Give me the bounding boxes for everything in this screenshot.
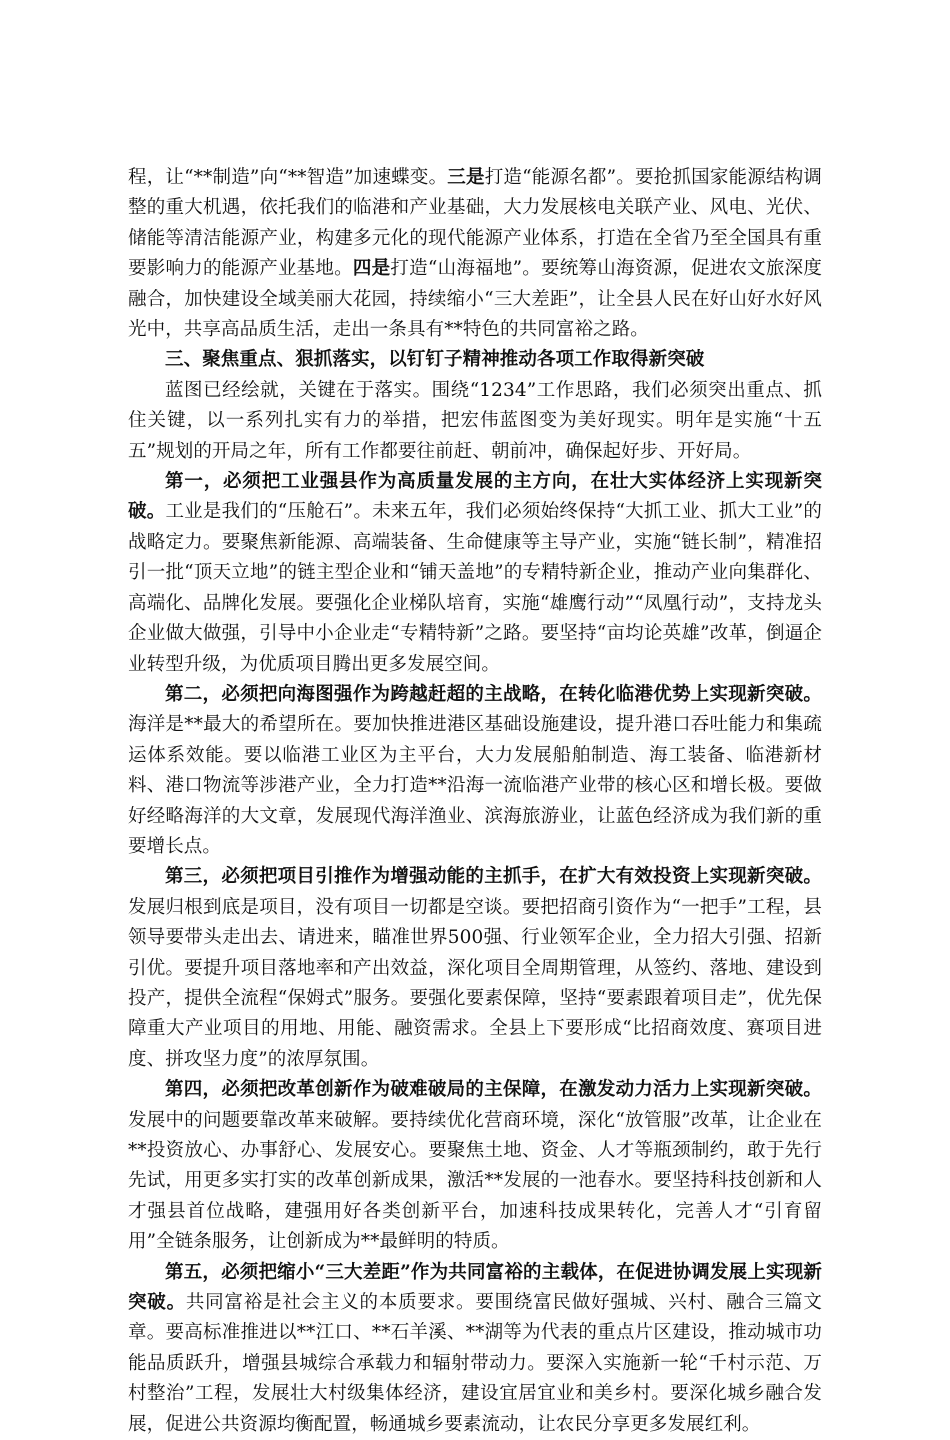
paragraph-continuation: [128, 163, 822, 345]
item-lead: 第三，必须把项目引推作为增强动能的主抓手，在扩大有效投资上实现新突破。: [165, 866, 822, 888]
item-paragraph-2: [128, 680, 822, 862]
bold-lead: 四是: [352, 258, 391, 280]
item-lead: 第四，必须把改革创新作为破难破局的主保障，在激发动力活力上实现新突破。: [165, 1079, 822, 1101]
item-lead: 第一，必须把工业强县作为高质量发展的主方向，在壮大实体经济上实现新突破。: [128, 471, 822, 523]
item-body: 共同富裕是社会主义的本质要求。要围绕富民做好强城、兴村、融合三篇文章。要高标准推进以**江口、**石羊溪、**湖等为代表的重点片区建设，推动城市功能品质跃升，增强县城综合承载力和辐射带动力。要深入实施新一轮“千村示范、万村整治”工程，发展壮大村级集体经济，建设宜居宜业和美乡村。要深化城乡融合发展，促进公共资源均衡配置，畅通城乡要素流动，让农民分享更多发展红利。: [128, 1292, 822, 1435]
item-paragraph-1: [128, 467, 822, 680]
item-body: 工业是我们的“压舱石”。未来五年，我们必须始终保持“大抓工业、抓大工业”的战略定力。要聚焦新能源、高端装备、生命健康等主导产业，实施“链长制”，精准招引一批“顶天立地”的链主型企业和“铺天盖地”的专精特新企业，推动产业向集群化、高端化、品牌化发展。要强化企业梯队培育，实施“雄鹰行动”“凤凰行动”，支持龙头企业做大做强，引导中小企业走“专精特新”之路。要坚持“亩均论英雄”改革，倒逼企业转型升级，为优质项目腾出更多发展空间。: [128, 501, 822, 675]
document-page: [128, 163, 822, 1440]
item-lead: 第五，必须把缩小“三大差距”作为共同富裕的主载体，在促进协调发展上实现新突破。: [128, 1261, 822, 1314]
item-body: 海洋是**最大的希望所在。要加快推进港区基础设施建设，提升港口吞吐能力和集疏运体系效能。要以临港工业区为主平台，大力发展船舶制造、海工装备、临港新材料、港口物流等涉港产业，全力打造**沿海一流临港产业带的核心区和增长极。要做好经略海洋的大文章，发展现代海洋渔业、滨海旅游业，让蓝色经济成为我们新的重要增长点。: [128, 714, 822, 857]
paragraph-text: 打造“山海福地”。要统筹山海资源，促进农文旅深度融合，加快建设全域美丽大花园，持续缩小“三大差距”，让全县人民在好山好水好风光中，共享高品质生活，走出一条具有**特色的共同富裕之路。: [128, 258, 823, 341]
item-body: 发展归根到底是项目，没有项目一切都是空谈。要把招商引资作为“一把手”工程，县领导要带头走出去、请进来，瞄准世界500强、行业领军企业，全力招大引强、招新引优。要提升项目落地率和产出效益，深化项目全周期管理，从签约、落地、建设到投产，提供全流程“保姆式”服务。要强化要素保障，坚持“要素跟着项目走”，优先保障重大产业项目的用地、用能、融资需求。全县上下要形成“比招商效度、赛项目进度、拼攻坚力度”的浓厚氛围。: [128, 896, 822, 1070]
item-paragraph-3: [128, 862, 822, 1075]
section-heading: 三、聚焦重点、狠抓落实，以钉钉子精神推动各项工作取得新突破: [165, 349, 705, 371]
bold-lead: 三是: [447, 167, 485, 188]
item-lead: 第二，必须把向海图强作为跨越赶超的主战略，在转化临港优势上实现新突破。: [165, 683, 822, 705]
item-body: 发展中的问题要靠改革来破解。要持续优化营商环境，深化“放管服”改革，让企业在**投资放心、办事舒心、发展安心。要聚焦土地、资金、人才等瓶颈制约，敢于先行先试，用更多实打实的改革创新成果，激活**发展的一池春水。要坚持科技创新和人才强县首位战略，建强用好各类创新平台，加速科技成果转化，完善人才“引育留用”全链条服务，让创新成为**最鲜明的特质。: [128, 1109, 822, 1253]
paragraph-text: 打造“能源名都”。要抢抓国家能源结构调整的重大机遇，依托我们的临港和产业基础，大力发展核电关联产业、风电、光伏、储能等清洁能源产业，构建多元化的现代能源产业体系，打造在全省乃至全国具有重要影响力的能源产业基地。: [128, 167, 822, 280]
paragraph-text: 程，让“**制造”向“**智造”加速蝶变。: [128, 167, 448, 188]
section-intro: 蓝图已经绘就，关键在于落实。围绕“1234”工作思路，我们必须突出重点、抓住关键，以一系列扎实有力的举措，把宏伟蓝图变为美好现实。明年是实施“十五五”规划的开局之年，所有工作都要往前赶、朝前冲，确保起好步、开好局。: [128, 379, 822, 462]
item-paragraph-5: [128, 1258, 822, 1440]
item-paragraph-4: [128, 1075, 822, 1257]
